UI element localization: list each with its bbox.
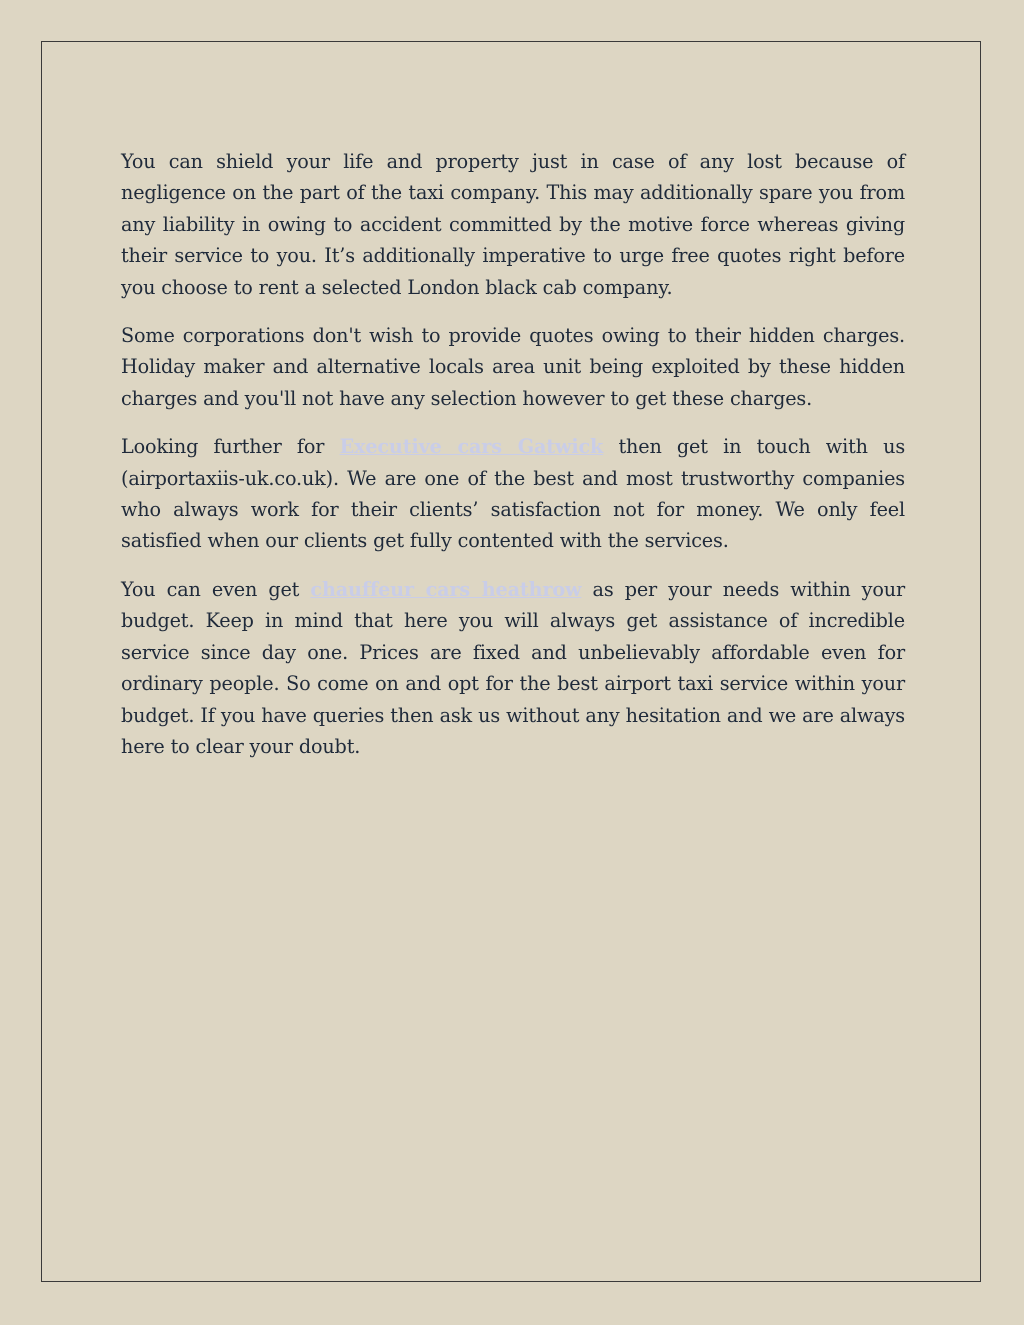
executive-cars-gatwick-link[interactable]: Executive cars Gatwick <box>339 435 604 459</box>
paragraph-3-before: Looking further for <box>121 435 340 459</box>
paragraph-2: Some corporations don't wish to provide quotes owing to their hidden charges. Holiday maker and alternative locals area unit being exploited by these hidden charges and you'll not have any selection however to get these charges. <box>121 324 905 410</box>
document-body <box>121 146 905 779</box>
paragraph-1: You can shield your life and property just in case of any lost because of negligence on the part of the taxi company. This may additionally spare you from any liability in owing to accident committed by the motive force whereas giving their service to you. It’s additionally imperative to urge free quotes right before you choose to rent a selected London black cab company. <box>121 150 905 299</box>
paragraph-3-after: then get in touch with us (airportaxiis-uk.co.uk). We are one of the best and most trustworthy companies who always work for their clients’ satisfaction not for money. We only feel satisfied when our clients get fully contented with the services. <box>121 435 906 553</box>
paragraph-4-after: as per your needs within your budget. Keep in mind that here you will always get assistance of incredible service since day one. Prices are fixed and unbelievably affordable even for ordinary people. So come on and opt for the best airport taxi service within your budget. If you have queries then ask us without any hesitation and we are always here to clear your doubt. <box>121 577 906 758</box>
paragraph-3 <box>121 431 905 557</box>
chauffeur-cars-heathrow-link[interactable]: chauffeur cars heathrow <box>310 577 582 601</box>
paragraph-4 <box>121 574 905 762</box>
paragraph-4-before: You can even get <box>121 577 311 601</box>
